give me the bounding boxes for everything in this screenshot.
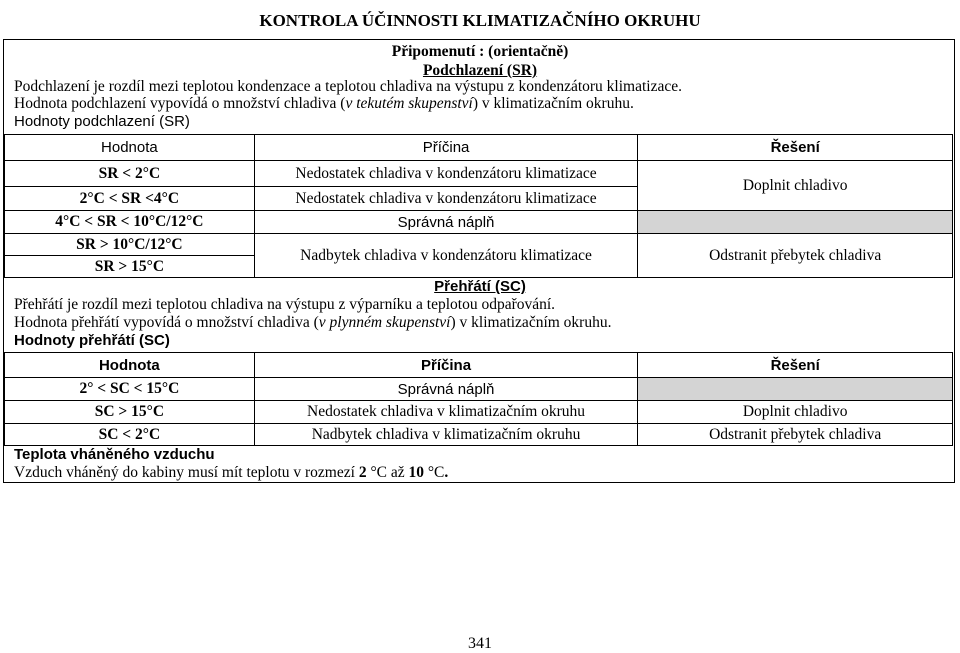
sc-definition: Přehřátí je rozdíl mezi teplotou chladiva na výstupu z výparníku a teplotou odpařování.: [14, 296, 556, 313]
sr-table: [4, 134, 953, 278]
table-row: 2° < SC < 15°C Správná náplň: [5, 378, 953, 401]
sr-table-header: [5, 135, 953, 161]
sr-description: Hodnota podchlazení vypovídá o množství chladiva (v tekutém skupenství) v klimatizačním okruhu.: [14, 95, 634, 112]
sc-values-title: Hodnoty přehřátí (SC): [14, 332, 170, 349]
air-description: Vzduch vháněný do kabiny musí mít teplotu v rozmezí 2 °C až 10 °C.: [14, 464, 449, 481]
table-row: 4°C < SR < 10°C/12°C Správná náplň: [5, 211, 953, 234]
table-row: SC < 2°C Nadbytek chladiva v klimatizačním okruhu Odstranit přebytek chladiva: [5, 424, 953, 446]
sc-header-cause: Příčina: [254, 353, 638, 378]
sc-table-header: [5, 353, 953, 378]
sr-cause-excess: Nadbytek chladiva v kondenzátoru klimatizace: [254, 234, 638, 278]
sr-solution-remove: Odstranit přebytek chladiva: [638, 234, 953, 278]
sr-header-solution: Řešení: [638, 135, 953, 161]
table-row: SC > 15°C Nedostatek chladiva v klimatizačním okruhu Doplnit chladivo: [5, 401, 953, 424]
sr-header-cause: Příčina: [254, 135, 638, 161]
table-row: SR > 15°C: [5, 256, 953, 278]
sc-header-solution: Řešení: [638, 353, 953, 378]
sc-description: Hodnota přehřátí vypovídá o množství chladiva (v plynném skupenství) v klimatizačním okruhu.: [14, 314, 612, 331]
table-row: SR > 10°C/12°C Nadbytek chladiva v kondenzátoru klimatizace Odstranit přebytek chladiva: [5, 234, 953, 256]
content-box: [3, 39, 955, 483]
sc-heading: Přehřátí (SC): [434, 278, 526, 295]
sc-table: [4, 352, 953, 446]
reminder-heading: Připomenutí : (orientačně): [391, 43, 569, 60]
sr-definition: Podchlazení je rozdíl mezi teplotou kondenzace a teplotou chladiva na výstupu z kondenzátoru klimatizace.: [14, 78, 682, 95]
air-heading: Teplota vháněného vzduchu: [14, 446, 215, 463]
table-row: 2°C < SR <4°C Nedostatek chladiva v kondenzátoru klimatizace: [5, 187, 953, 211]
page-number: 341: [468, 635, 492, 652]
sr-solution-empty: [638, 211, 953, 234]
page-title: KONTROLA ÚČINNOSTI KLIMATIZAČNÍHO OKRUHU: [259, 11, 701, 30]
sr-heading: Podchlazení (SR): [422, 62, 538, 79]
sr-values-title: Hodnoty podchlazení (SR): [14, 113, 190, 130]
sr-solution-add: Doplnit chladivo: [638, 161, 953, 211]
sc-header-value: Hodnota: [5, 353, 255, 378]
sr-header-value: Hodnota: [5, 135, 255, 161]
table-row: SR < 2°C Nedostatek chladiva v kondenzátoru klimatizace Doplnit chladivo: [5, 161, 953, 187]
